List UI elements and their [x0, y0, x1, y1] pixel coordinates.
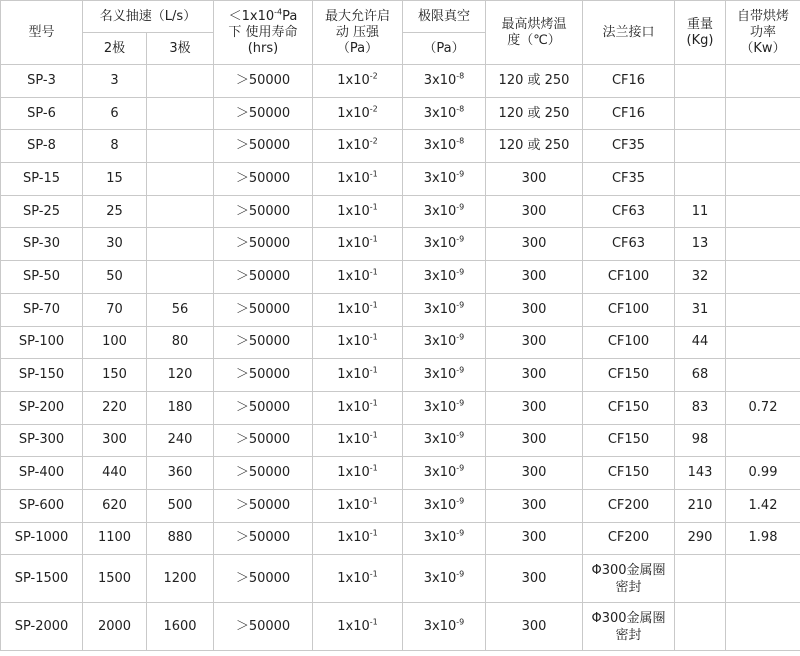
cell-start-pressure — [313, 522, 403, 555]
cell-ultimate-vacuum-exponent: -8 — [456, 136, 465, 146]
table-row — [1, 163, 800, 196]
cell-model: SP-150 — [1, 359, 83, 392]
cell-start-pressure-exponent: -1 — [369, 365, 378, 375]
cell-speed-3pole: 56 — [147, 293, 214, 326]
cell-model: SP-1500 — [1, 555, 83, 603]
cell-speed-3pole — [147, 97, 214, 130]
table-row — [1, 489, 800, 522]
cell-bake-power: 0.99 — [726, 457, 800, 490]
table-row — [1, 261, 800, 294]
cell-ultimate-vacuum-base: 3x10 — [423, 465, 457, 481]
cell-start-pressure — [313, 424, 403, 457]
cell-ultimate-vacuum-exponent: -9 — [456, 234, 465, 244]
cell-speed-3pole: 240 — [147, 424, 214, 457]
cell-flange: CF200 — [583, 489, 675, 522]
cell-service-life: ＞50000 — [214, 391, 313, 424]
cell-speed-3pole: 80 — [147, 326, 214, 359]
cell-start-pressure — [313, 163, 403, 196]
cell-bake-power — [726, 195, 800, 228]
cell-start-pressure — [313, 555, 403, 603]
cell-speed-3pole — [147, 261, 214, 294]
cell-speed-3pole: 1600 — [147, 603, 214, 651]
cell-flange: CF150 — [583, 424, 675, 457]
cell-bake-temp: 120 或 250 — [486, 65, 583, 98]
cell-ultimate-vacuum — [403, 522, 486, 555]
cell-start-pressure-exponent: -2 — [369, 104, 378, 114]
cell-ultimate-vacuum-base: 3x10 — [423, 367, 457, 383]
table-row — [1, 326, 800, 359]
table-row — [1, 555, 800, 603]
cell-start-pressure-base: 1x10 — [337, 301, 370, 317]
cell-start-pressure — [313, 603, 403, 651]
table-row — [1, 97, 800, 130]
cell-start-pressure-exponent: -2 — [369, 71, 378, 81]
cell-ultimate-vacuum — [403, 555, 486, 603]
cell-bake-power — [726, 555, 800, 603]
cell-bake-power — [726, 130, 800, 163]
cell-weight — [675, 97, 726, 130]
cell-start-pressure-exponent: -1 — [369, 529, 378, 539]
cell-start-pressure-base: 1x10 — [337, 399, 370, 415]
header-weight: 重量 (Kg) — [675, 1, 726, 65]
cell-weight: 44 — [675, 326, 726, 359]
cell-weight: 143 — [675, 457, 726, 490]
cell-bake-power — [726, 424, 800, 457]
cell-ultimate-vacuum — [403, 65, 486, 98]
cell-bake-power — [726, 326, 800, 359]
table-row — [1, 359, 800, 392]
cell-weight — [675, 130, 726, 163]
cell-service-life: ＞50000 — [214, 457, 313, 490]
cell-model: SP-200 — [1, 391, 83, 424]
table-row — [1, 603, 800, 651]
cell-bake-temp: 300 — [486, 457, 583, 490]
cell-model: SP-2000 — [1, 603, 83, 651]
cell-start-pressure — [313, 228, 403, 261]
cell-speed-2pole: 3 — [83, 65, 147, 98]
cell-speed-2pole: 70 — [83, 293, 147, 326]
cell-start-pressure-base: 1x10 — [337, 465, 370, 481]
cell-bake-temp: 300 — [486, 228, 583, 261]
cell-bake-power — [726, 228, 800, 261]
cell-speed-2pole: 15 — [83, 163, 147, 196]
cell-bake-temp: 120 或 250 — [486, 97, 583, 130]
cell-ultimate-vacuum — [403, 130, 486, 163]
cell-speed-3pole — [147, 65, 214, 98]
cell-speed-3pole: 360 — [147, 457, 214, 490]
cell-service-life: ＞50000 — [214, 261, 313, 294]
cell-weight: 290 — [675, 522, 726, 555]
cell-flange: CF150 — [583, 359, 675, 392]
cell-weight: 83 — [675, 391, 726, 424]
cell-start-pressure — [313, 391, 403, 424]
cell-ultimate-vacuum-base: 3x10 — [423, 570, 457, 586]
cell-start-pressure-base: 1x10 — [337, 530, 370, 546]
cell-bake-power — [726, 603, 800, 651]
cell-bake-temp: 300 — [486, 359, 583, 392]
cell-start-pressure-base: 1x10 — [337, 367, 370, 383]
cell-model: SP-15 — [1, 163, 83, 196]
cell-ultimate-vacuum-exponent: -9 — [456, 300, 465, 310]
cell-service-life: ＞50000 — [214, 65, 313, 98]
cell-speed-2pole: 30 — [83, 228, 147, 261]
cell-flange: CF100 — [583, 293, 675, 326]
cell-service-life: ＞50000 — [214, 228, 313, 261]
cell-start-pressure-base: 1x10 — [337, 72, 370, 88]
cell-speed-2pole: 220 — [83, 391, 147, 424]
cell-start-pressure-base: 1x10 — [337, 570, 370, 586]
cell-flange: CF63 — [583, 195, 675, 228]
cell-model: SP-30 — [1, 228, 83, 261]
cell-ultimate-vacuum-exponent: -9 — [456, 569, 465, 579]
cell-ultimate-vacuum — [403, 293, 486, 326]
cell-flange: CF16 — [583, 65, 675, 98]
cell-model: SP-6 — [1, 97, 83, 130]
cell-start-pressure — [313, 293, 403, 326]
table-row — [1, 65, 800, 98]
cell-speed-2pole: 50 — [83, 261, 147, 294]
cell-bake-power: 1.42 — [726, 489, 800, 522]
header-speed-3pole: 3极 — [147, 33, 214, 65]
cell-bake-temp: 300 — [486, 293, 583, 326]
cell-ultimate-vacuum — [403, 97, 486, 130]
cell-start-pressure — [313, 195, 403, 228]
cell-ultimate-vacuum-exponent: -9 — [456, 333, 465, 343]
cell-ultimate-vacuum-exponent: -8 — [456, 71, 465, 81]
table-row — [1, 228, 800, 261]
cell-start-pressure-base: 1x10 — [337, 432, 370, 448]
cell-bake-temp: 300 — [486, 391, 583, 424]
cell-start-pressure-base: 1x10 — [337, 138, 370, 154]
cell-flange: Φ300金属圈密封 — [583, 603, 675, 651]
cell-speed-3pole — [147, 228, 214, 261]
cell-flange: CF35 — [583, 130, 675, 163]
cell-model: SP-400 — [1, 457, 83, 490]
cell-weight: 32 — [675, 261, 726, 294]
cell-speed-2pole: 150 — [83, 359, 147, 392]
cell-bake-power — [726, 97, 800, 130]
cell-flange: CF150 — [583, 457, 675, 490]
cell-ultimate-vacuum-base: 3x10 — [423, 268, 457, 284]
cell-model: SP-3 — [1, 65, 83, 98]
cell-weight: 210 — [675, 489, 726, 522]
cell-model: SP-1000 — [1, 522, 83, 555]
header-max-bake-temp: 最高烘烤温 度（℃） — [486, 1, 583, 65]
cell-bake-power — [726, 261, 800, 294]
cell-ultimate-vacuum — [403, 424, 486, 457]
cell-weight: 98 — [675, 424, 726, 457]
cell-bake-temp: 300 — [486, 163, 583, 196]
header-speed-2pole: 2极 — [83, 33, 147, 65]
header-max-start-pressure: 最大允许启 动 压强 （Pa） — [313, 1, 403, 65]
cell-flange: CF16 — [583, 97, 675, 130]
cell-start-pressure-exponent: -1 — [369, 202, 378, 212]
cell-ultimate-vacuum-base: 3x10 — [423, 618, 457, 634]
cell-ultimate-vacuum-exponent: -9 — [456, 617, 465, 627]
cell-speed-2pole: 100 — [83, 326, 147, 359]
cell-start-pressure — [313, 97, 403, 130]
table-row — [1, 457, 800, 490]
cell-ultimate-vacuum-exponent: -9 — [456, 398, 465, 408]
cell-flange: CF35 — [583, 163, 675, 196]
cell-bake-temp: 300 — [486, 555, 583, 603]
cell-ultimate-vacuum-exponent: -9 — [456, 496, 465, 506]
cell-speed-2pole: 1100 — [83, 522, 147, 555]
cell-ultimate-vacuum-exponent: -9 — [456, 431, 465, 441]
cell-ultimate-vacuum-base: 3x10 — [423, 399, 457, 415]
cell-start-pressure-exponent: -1 — [369, 431, 378, 441]
cell-start-pressure-exponent: -1 — [369, 267, 378, 277]
cell-start-pressure-base: 1x10 — [337, 618, 370, 634]
table-row — [1, 293, 800, 326]
cell-ultimate-vacuum-base: 3x10 — [423, 203, 457, 219]
cell-ultimate-vacuum-exponent: -9 — [456, 463, 465, 473]
header-vacuum-unit: （Pa） — [403, 33, 486, 65]
cell-start-pressure — [313, 457, 403, 490]
cell-speed-3pole: 1200 — [147, 555, 214, 603]
cell-start-pressure-base: 1x10 — [337, 105, 370, 121]
cell-ultimate-vacuum — [403, 457, 486, 490]
cell-bake-temp: 300 — [486, 424, 583, 457]
cell-ultimate-vacuum — [403, 489, 486, 522]
table-row — [1, 522, 800, 555]
cell-ultimate-vacuum-base: 3x10 — [423, 138, 457, 154]
cell-ultimate-vacuum — [403, 603, 486, 651]
cell-model: SP-8 — [1, 130, 83, 163]
cell-weight: 11 — [675, 195, 726, 228]
cell-speed-3pole: 880 — [147, 522, 214, 555]
cell-ultimate-vacuum-base: 3x10 — [423, 432, 457, 448]
cell-ultimate-vacuum-exponent: -8 — [456, 104, 465, 114]
cell-speed-2pole: 2000 — [83, 603, 147, 651]
cell-weight — [675, 603, 726, 651]
cell-weight: 68 — [675, 359, 726, 392]
cell-flange: CF100 — [583, 326, 675, 359]
header-bake-power: 自带烘烤 功率 （Kw） — [726, 1, 800, 65]
cell-bake-temp: 300 — [486, 261, 583, 294]
cell-speed-2pole: 440 — [83, 457, 147, 490]
cell-speed-2pole: 620 — [83, 489, 147, 522]
cell-bake-power: 1.98 — [726, 522, 800, 555]
cell-service-life: ＞50000 — [214, 424, 313, 457]
cell-start-pressure-exponent: -1 — [369, 300, 378, 310]
cell-start-pressure-exponent: -1 — [369, 398, 378, 408]
cell-model: SP-25 — [1, 195, 83, 228]
cell-bake-temp: 300 — [486, 326, 583, 359]
cell-start-pressure-exponent: -1 — [369, 333, 378, 343]
header-ultimate-vacuum: 极限真空 — [403, 1, 486, 33]
cell-ultimate-vacuum-exponent: -9 — [456, 365, 465, 375]
cell-bake-power: 0.72 — [726, 391, 800, 424]
cell-ultimate-vacuum-base: 3x10 — [423, 301, 457, 317]
cell-bake-power — [726, 65, 800, 98]
cell-speed-2pole: 300 — [83, 424, 147, 457]
cell-model: SP-300 — [1, 424, 83, 457]
cell-speed-3pole — [147, 163, 214, 196]
cell-ultimate-vacuum-exponent: -9 — [456, 267, 465, 277]
table-row — [1, 195, 800, 228]
cell-service-life: ＞50000 — [214, 489, 313, 522]
table-row — [1, 130, 800, 163]
cell-model: SP-70 — [1, 293, 83, 326]
cell-bake-temp: 300 — [486, 522, 583, 555]
cell-model: SP-50 — [1, 261, 83, 294]
cell-speed-2pole: 8 — [83, 130, 147, 163]
cell-ultimate-vacuum — [403, 326, 486, 359]
cell-speed-3pole — [147, 130, 214, 163]
header-service-life: $<1x10^{-4}Pa$ 下 使用寿命 (hrs) — [214, 1, 313, 65]
cell-bake-temp: 120 或 250 — [486, 130, 583, 163]
cell-speed-2pole: 6 — [83, 97, 147, 130]
cell-start-pressure-base: 1x10 — [337, 268, 370, 284]
cell-ultimate-vacuum-base: 3x10 — [423, 530, 457, 546]
cell-speed-3pole: 500 — [147, 489, 214, 522]
cell-start-pressure-exponent: -1 — [369, 234, 378, 244]
cell-bake-temp: 300 — [486, 603, 583, 651]
header-pumping-speed: 名义抽速（L/s） — [83, 1, 214, 33]
cell-flange: CF200 — [583, 522, 675, 555]
cell-weight — [675, 555, 726, 603]
cell-ultimate-vacuum-exponent: -9 — [456, 169, 465, 179]
cell-ultimate-vacuum — [403, 228, 486, 261]
cell-service-life: ＞50000 — [214, 522, 313, 555]
cell-bake-power — [726, 293, 800, 326]
cell-ultimate-vacuum-base: 3x10 — [423, 105, 457, 121]
cell-ultimate-vacuum — [403, 195, 486, 228]
table-row — [1, 391, 800, 424]
cell-start-pressure-exponent: -1 — [369, 169, 378, 179]
cell-ultimate-vacuum — [403, 359, 486, 392]
cell-speed-3pole: 180 — [147, 391, 214, 424]
cell-start-pressure — [313, 261, 403, 294]
cell-start-pressure-exponent: -1 — [369, 617, 378, 627]
cell-speed-2pole: 25 — [83, 195, 147, 228]
cell-service-life: ＞50000 — [214, 555, 313, 603]
cell-service-life: ＞50000 — [214, 130, 313, 163]
cell-ultimate-vacuum-exponent: -9 — [456, 529, 465, 539]
header-model: 型号 — [1, 1, 83, 65]
spec-table-body — [1, 65, 800, 651]
cell-ultimate-vacuum-base: 3x10 — [423, 170, 457, 186]
cell-bake-temp: 300 — [486, 195, 583, 228]
cell-ultimate-vacuum-base: 3x10 — [423, 334, 457, 350]
cell-service-life: ＞50000 — [214, 195, 313, 228]
cell-bake-power — [726, 359, 800, 392]
cell-start-pressure-base: 1x10 — [337, 334, 370, 350]
cell-model: SP-600 — [1, 489, 83, 522]
cell-start-pressure-base: 1x10 — [337, 170, 370, 186]
header-flange: 法兰接口 — [583, 1, 675, 65]
cell-start-pressure — [313, 326, 403, 359]
cell-ultimate-vacuum-exponent: -9 — [456, 202, 465, 212]
cell-ultimate-vacuum — [403, 163, 486, 196]
cell-start-pressure — [313, 65, 403, 98]
cell-ultimate-vacuum-base: 3x10 — [423, 72, 457, 88]
cell-speed-3pole — [147, 195, 214, 228]
cell-ultimate-vacuum-base: 3x10 — [423, 497, 457, 513]
cell-flange: CF63 — [583, 228, 675, 261]
cell-start-pressure-exponent: -1 — [369, 569, 378, 579]
cell-speed-3pole: 120 — [147, 359, 214, 392]
cell-weight: 31 — [675, 293, 726, 326]
cell-flange: CF150 — [583, 391, 675, 424]
cell-weight: 13 — [675, 228, 726, 261]
cell-weight — [675, 65, 726, 98]
cell-start-pressure — [313, 489, 403, 522]
cell-start-pressure — [313, 359, 403, 392]
cell-start-pressure — [313, 130, 403, 163]
cell-bake-power — [726, 163, 800, 196]
cell-model: SP-100 — [1, 326, 83, 359]
cell-ultimate-vacuum — [403, 261, 486, 294]
cell-start-pressure-exponent: -1 — [369, 496, 378, 506]
cell-start-pressure-base: 1x10 — [337, 203, 370, 219]
cell-service-life: ＞50000 — [214, 603, 313, 651]
cell-start-pressure-base: 1x10 — [337, 236, 370, 252]
cell-start-pressure-base: 1x10 — [337, 497, 370, 513]
cell-weight — [675, 163, 726, 196]
cell-service-life: ＞50000 — [214, 359, 313, 392]
cell-ultimate-vacuum — [403, 391, 486, 424]
cell-service-life: ＞50000 — [214, 293, 313, 326]
cell-speed-2pole: 1500 — [83, 555, 147, 603]
cell-start-pressure-exponent: -2 — [369, 136, 378, 146]
cell-bake-temp: 300 — [486, 489, 583, 522]
cell-ultimate-vacuum-base: 3x10 — [423, 236, 457, 252]
cell-service-life: ＞50000 — [214, 97, 313, 130]
cell-start-pressure-exponent: -1 — [369, 463, 378, 473]
cell-service-life: ＞50000 — [214, 163, 313, 196]
table-row — [1, 424, 800, 457]
cell-flange: Φ300金属圈密封 — [583, 555, 675, 603]
cell-service-life: ＞50000 — [214, 326, 313, 359]
cell-flange: CF100 — [583, 261, 675, 294]
